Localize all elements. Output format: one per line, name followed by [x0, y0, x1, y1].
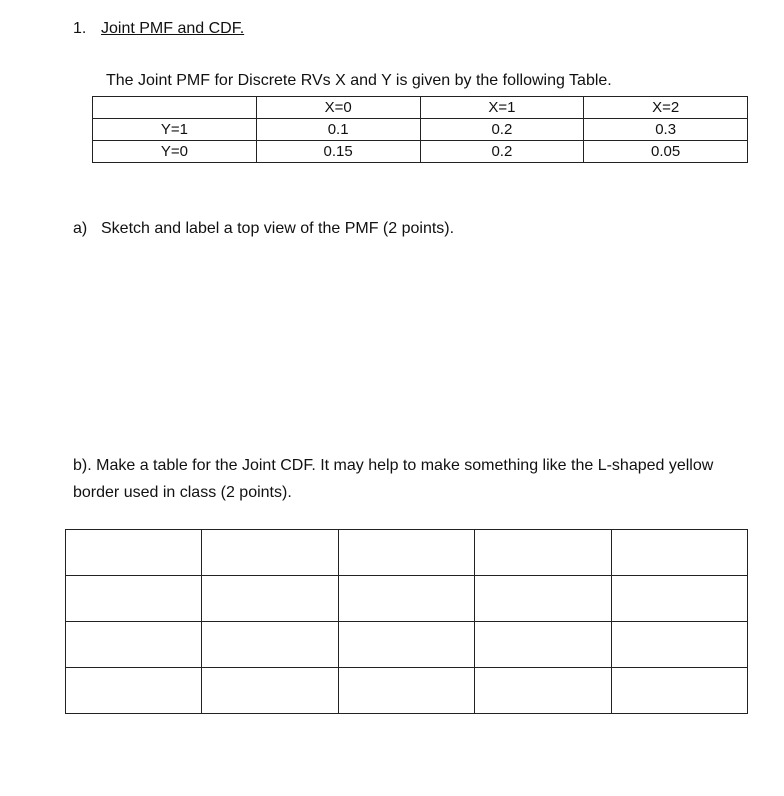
pmf-header-cell: X=2	[584, 97, 748, 119]
cdf-empty-cell[interactable]	[611, 576, 747, 622]
pmf-row	[93, 141, 748, 163]
cdf-table[interactable]	[65, 529, 748, 714]
cdf-empty-cell[interactable]	[338, 622, 474, 668]
pmf-cell: 0.15	[256, 141, 420, 163]
cdf-empty-cell[interactable]	[475, 668, 611, 714]
cdf-empty-cell[interactable]	[475, 576, 611, 622]
cdf-row	[66, 622, 748, 668]
part-a-prompt	[73, 220, 454, 238]
pmf-cell: 0.05	[584, 141, 748, 163]
pmf-cell: 0.3	[584, 119, 748, 141]
pmf-cell: Y=0	[93, 141, 257, 163]
cdf-empty-cell[interactable]	[202, 576, 338, 622]
pmf-header-cell: X=1	[420, 97, 584, 119]
pmf-cell: 0.2	[420, 119, 584, 141]
cdf-empty-cell[interactable]	[66, 576, 202, 622]
pmf-cell: Y=1	[93, 119, 257, 141]
cdf-empty-cell[interactable]	[338, 668, 474, 714]
cdf-empty-cell[interactable]	[202, 622, 338, 668]
cdf-empty-cell[interactable]	[611, 530, 747, 576]
cdf-empty-cell[interactable]	[611, 622, 747, 668]
cdf-empty-cell[interactable]	[202, 530, 338, 576]
cdf-row	[66, 530, 748, 576]
part-a-label: a)	[73, 220, 88, 237]
cdf-empty-cell[interactable]	[475, 530, 611, 576]
part-b-prompt: b). Make a table for the Joint CDF. It may help to make something like the L-shaped yellow border used in class (2 points).	[73, 457, 714, 501]
cdf-empty-cell[interactable]	[475, 622, 611, 668]
cdf-empty-cell[interactable]	[338, 576, 474, 622]
question-number: 1.	[73, 20, 87, 37]
pmf-cell: 0.1	[256, 119, 420, 141]
pmf-header-cell: X=0	[256, 97, 420, 119]
pmf-header-cell	[93, 97, 257, 119]
cdf-row	[66, 668, 748, 714]
cdf-empty-cell[interactable]	[66, 622, 202, 668]
pmf-cell: 0.2	[420, 141, 584, 163]
intro-text: The Joint PMF for Discrete RVs X and Y is given by the following Table.	[106, 72, 612, 89]
cdf-empty-cell[interactable]	[202, 668, 338, 714]
cdf-empty-cell[interactable]	[611, 668, 747, 714]
cdf-row	[66, 576, 748, 622]
part-a-text: Sketch and label a top view of the PMF (2 points).	[101, 220, 455, 237]
cdf-empty-cell[interactable]	[66, 530, 202, 576]
cdf-empty-cell[interactable]	[338, 530, 474, 576]
question-title: Joint PMF and CDF.	[101, 20, 245, 37]
cdf-empty-cell[interactable]	[66, 668, 202, 714]
pmf-header-row	[93, 97, 748, 119]
pmf-row	[93, 119, 748, 141]
pmf-table	[92, 96, 748, 163]
